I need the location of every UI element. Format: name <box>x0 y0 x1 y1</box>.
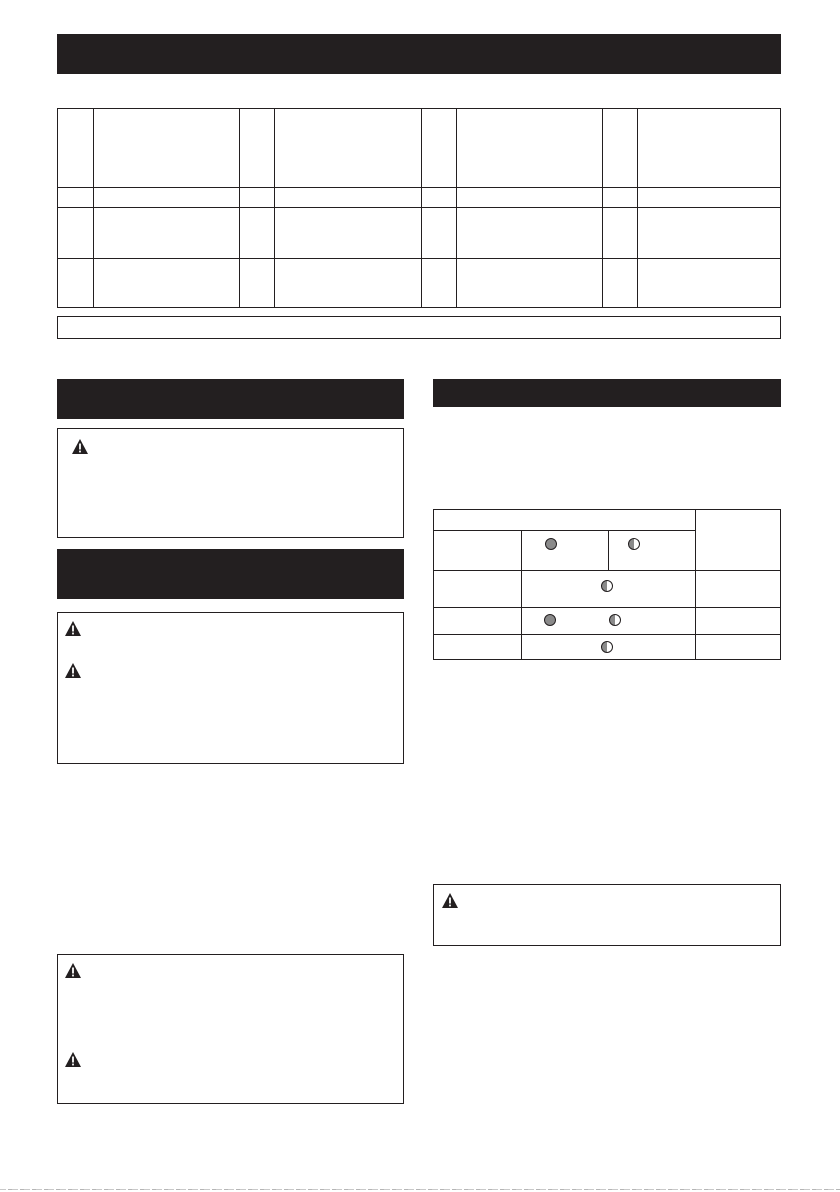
spec-table-vline <box>637 109 638 307</box>
spec-table <box>57 108 781 308</box>
left-section2-heading-bar <box>57 549 404 599</box>
spec-table-vline <box>239 109 240 307</box>
warning-box-2 <box>57 612 404 764</box>
spec-table-vline <box>93 109 94 307</box>
indicator-table-vline <box>608 530 609 570</box>
indicator-table-hline <box>434 607 780 608</box>
warning-triangle-icon <box>72 439 88 454</box>
warning-triangle-icon <box>65 663 81 678</box>
warning-triangle-icon <box>65 1052 81 1067</box>
spec-table-hline <box>58 207 780 208</box>
spec-table-hline <box>58 258 780 259</box>
spec-table-vline <box>602 109 603 307</box>
spec-table-vline <box>421 109 422 307</box>
lamp-half-icon <box>609 614 621 626</box>
spec-table-vline <box>274 109 275 307</box>
spec-table-footer-note <box>57 316 781 339</box>
right-section-heading-bar <box>433 379 781 407</box>
lamp-half-icon <box>601 580 613 592</box>
warning-box-4 <box>433 884 781 946</box>
lamp-on-icon <box>545 538 557 550</box>
spec-table-hline <box>58 187 780 188</box>
warning-triangle-icon <box>65 963 81 978</box>
indicator-table-hline <box>434 570 780 571</box>
indicator-table <box>433 509 781 660</box>
warning-box-1 <box>57 428 404 538</box>
lamp-half-icon <box>601 641 613 653</box>
left-section1-heading-bar <box>57 379 404 419</box>
lamp-on-icon <box>544 614 556 626</box>
warning-box-3 <box>57 954 404 1104</box>
warning-triangle-icon <box>442 893 458 908</box>
top-banner <box>57 34 781 74</box>
warning-triangle-icon <box>65 621 81 636</box>
scan-edge-line <box>0 1189 840 1190</box>
spec-table-vline <box>456 109 457 307</box>
indicator-table-hline <box>434 634 780 635</box>
indicator-table-vline <box>695 510 696 659</box>
indicator-table-vline <box>521 530 522 659</box>
indicator-table-hline <box>434 530 695 531</box>
lamp-half-icon <box>628 538 640 550</box>
